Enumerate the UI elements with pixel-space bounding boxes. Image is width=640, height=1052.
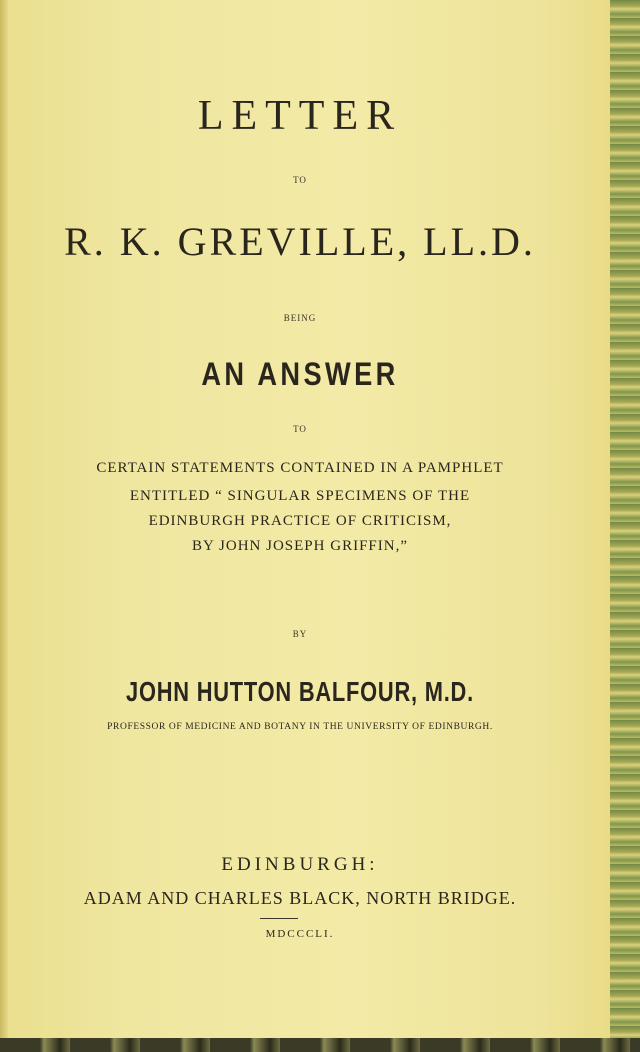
imprint-date: MDCCCLI. — [265, 928, 335, 940]
subject-line-4: BY JOHN JOSEPH GRIFFIN,” — [192, 538, 408, 554]
to-label-2: TO — [293, 424, 307, 434]
imprint-city: EDINBURGH: — [221, 854, 379, 875]
to-label-1: TO — [293, 175, 307, 185]
by-label: BY — [292, 629, 308, 639]
page-bottom-edge — [0, 1038, 640, 1052]
subject-line-2: ENTITLED “ SINGULAR SPECIMENS OF THE — [129, 488, 471, 504]
page-title: LETTER — [197, 93, 403, 139]
author-position: PROFESSOR OF MEDICINE AND BOTANY IN THE UNIVERSITY OF EDINBURGH. — [107, 722, 493, 732]
being-label: BEING — [283, 313, 317, 323]
book-spine-edge — [610, 0, 640, 1052]
answer-heading: AN ANSWER — [201, 356, 399, 392]
imprint-rule — [260, 918, 298, 919]
imprint-publisher: ADAM AND CHARLES BLACK, NORTH BRIDGE. — [83, 888, 517, 908]
recipient-name: R. K. GREVILLE, LL.D. — [64, 219, 536, 264]
subject-line-3: EDINBURGH PRACTICE OF CRITICISM, — [148, 513, 452, 529]
author-name: JOHN HUTTON BALFOUR, M.D. — [126, 676, 474, 707]
subject-line-1: CERTAIN STATEMENTS CONTAINED IN A PAMPHLET — [96, 460, 504, 476]
